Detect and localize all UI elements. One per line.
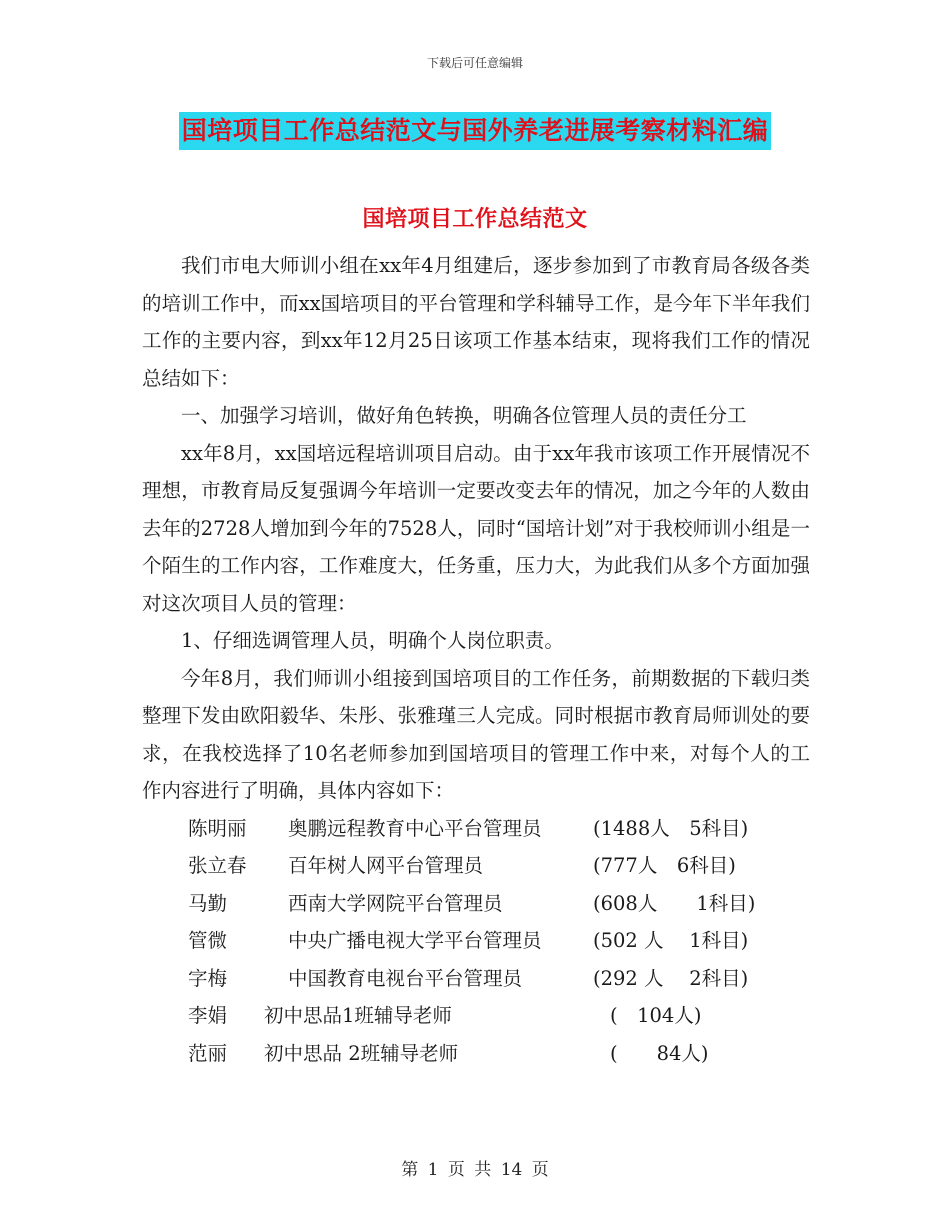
staff-name: 张立春 (188, 854, 247, 877)
staff-row (142, 885, 810, 923)
paragraph: 我们市电大师训小组在xx年4月组建后，逐步参加到了市教育局各级各类的培训工作中，而xx国培项目的平台管理和学科辅导工作，是今年下半年我们工作的主要内容，到xx年12月25日该项工作基本结束，现将我们工作的情况总结如下： (142, 254, 810, 390)
staff-role: 西南大学网院平台管理员 (288, 891, 503, 915)
staff-count: (777人 6科目) (593, 854, 736, 877)
staff-role: 中国教育电视台平台管理员 (288, 966, 523, 990)
section-title: 国培项目工作总结范文 (362, 207, 588, 232)
main-title: 国培项目工作总结范文与国外养老进展考察材料汇编 (179, 112, 772, 150)
staff-name: 范丽 (188, 1041, 228, 1065)
staff-name: 李娟 (188, 1004, 228, 1027)
staff-count: (502 人 1科目) (593, 929, 749, 952)
staff-role: 初中思品1班辅导老师 (264, 1004, 452, 1027)
paragraph: 今年8月，我们师训小组接到国培项目的工作任务，前期数据的下载归类整理下发由欧阳毅华、朱彤、张雅瑾三人完成。同时根据市教育局师训处的要求，在我校选择了10名老师参加到国培项目的管理工作中来，对每个人的工作内容进行了明确，具体内容如下： (142, 666, 810, 802)
staff-name: 陈明丽 (188, 816, 247, 840)
section-heading: 一、加强学习培训，做好角色转换，明确各位管理人员的责任分工 (181, 404, 747, 427)
staff-row (142, 997, 810, 1035)
staff-role: 奥鹏远程教育中心平台管理员 (288, 816, 542, 840)
staff-name: 字梅 (188, 966, 228, 990)
staff-role: 初中思品 2班辅导老师 (264, 1041, 459, 1065)
staff-count: ( 84人) (610, 1041, 709, 1065)
staff-row (142, 922, 810, 960)
staff-row (142, 960, 810, 998)
staff-name: 马勤 (188, 891, 228, 915)
staff-list (142, 810, 810, 1073)
main-title-container (0, 112, 950, 150)
staff-row (142, 810, 810, 848)
staff-count: ( 104人) (610, 1004, 702, 1027)
staff-count: (292 人 2科目) (593, 966, 749, 990)
staff-role: 中央广播电视大学平台管理员 (288, 929, 542, 952)
staff-role: 百年树人网平台管理员 (288, 854, 484, 877)
staff-row (142, 1035, 810, 1073)
sub-heading: 1、仔细选调管理人员，明确个人岗位职责。 (181, 629, 564, 652)
staff-name: 管微 (188, 929, 228, 952)
paragraph: xx年8月，xx国培远程培训项目启动。由于xx年我市该项工作开展情况不理想，市教育局反复强调今年培训一定要改变去年的情况，加之今年的人数由去年的2728人增加到今年的7528人，同时“国培计划”对于我校师训小组是一个陌生的工作内容，工作难度大，任务重，压力大，为此我们从多个方面加强对这次项目人员的管理： (142, 441, 810, 615)
staff-row (142, 847, 810, 885)
staff-count: (1488人 5科目) (593, 816, 749, 840)
staff-count: (608人 1科目) (593, 891, 756, 915)
document-body (142, 247, 810, 1072)
page-number-footer: 第 1 页 共 14 页 (401, 1160, 549, 1180)
page-header-note: 下载后可任意编辑 (426, 56, 523, 70)
